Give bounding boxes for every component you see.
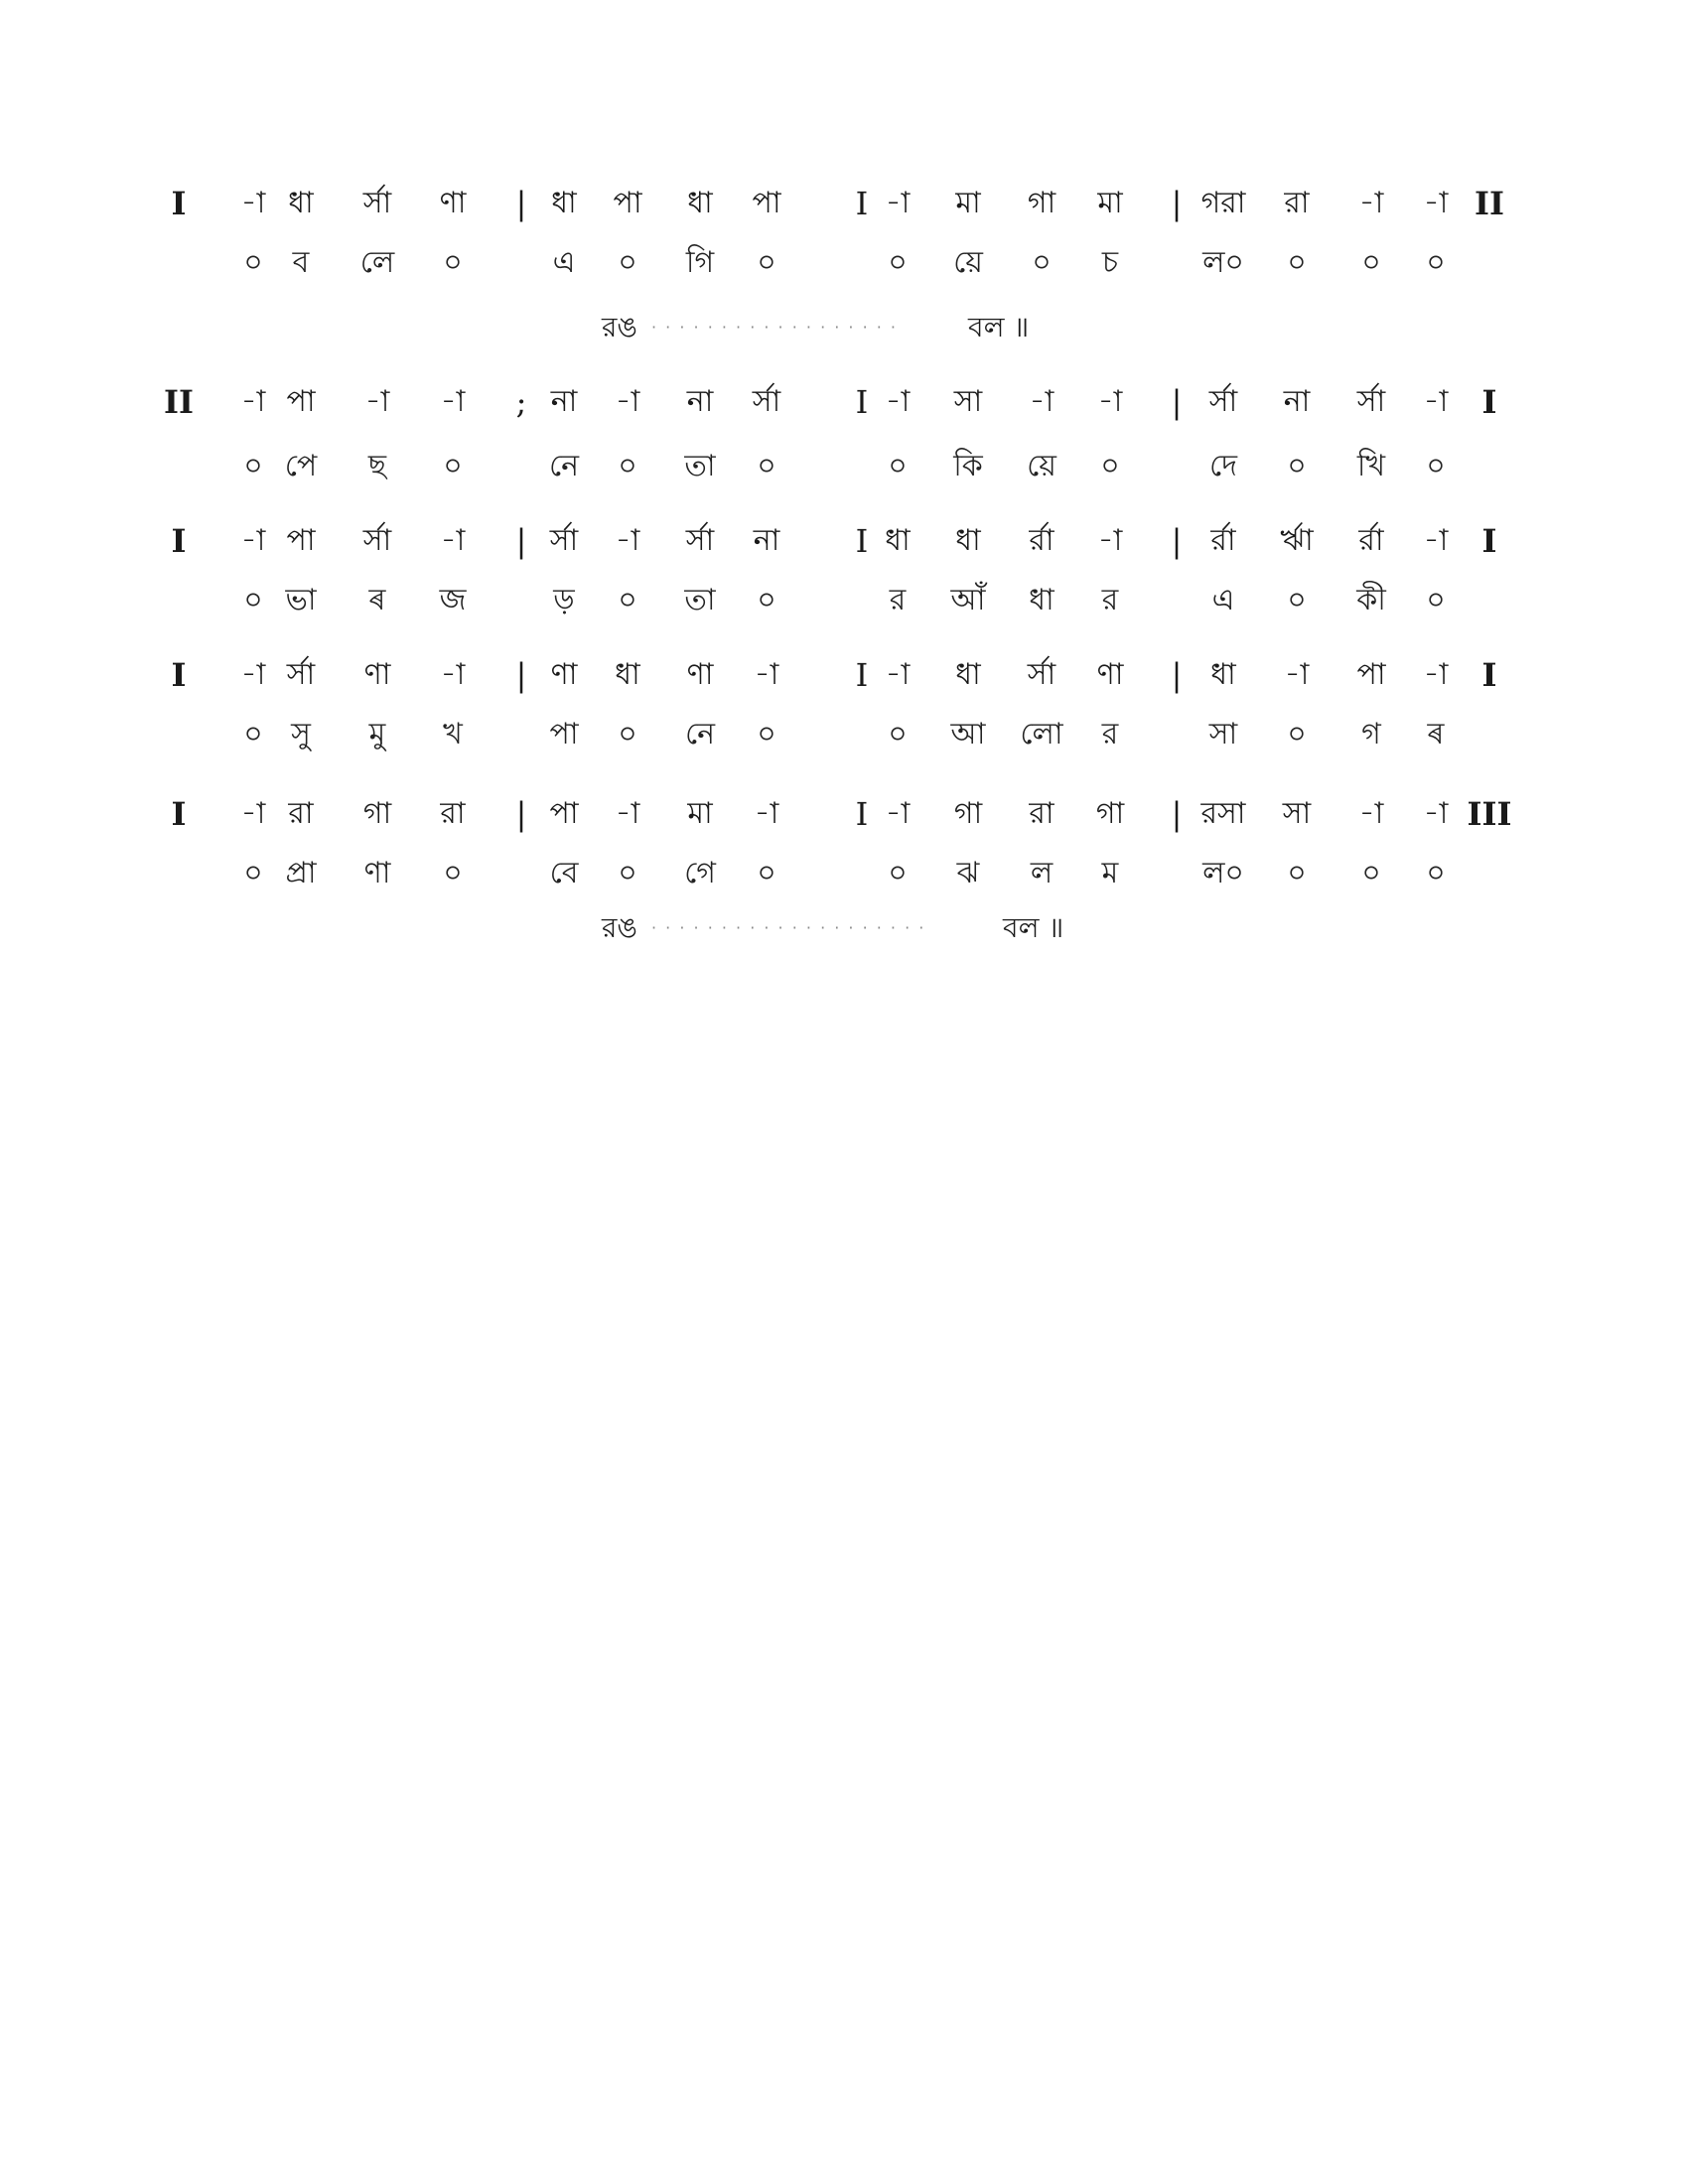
lyric-syllable: ০ xyxy=(243,449,263,483)
lyric-syllable: প্রা xyxy=(285,856,317,890)
lyric-row xyxy=(0,576,1688,625)
lyric-syllable: লে xyxy=(359,245,395,280)
swara-note: ধা xyxy=(955,523,981,558)
swara-note: না xyxy=(550,384,578,419)
lyric-syllable: কী xyxy=(1356,583,1386,617)
lyric-syllable: এ xyxy=(552,245,576,280)
lyric-syllable: ০ xyxy=(243,245,263,280)
lyric-syllable: ণা xyxy=(363,856,391,890)
swara-note: পা xyxy=(549,796,579,831)
swara-note: রা xyxy=(440,796,466,831)
swara-note: র্সা xyxy=(1027,657,1056,692)
lyric-syllable: পে xyxy=(284,449,318,483)
swara-note: র্রা xyxy=(1358,523,1384,558)
lyric-syllable: র xyxy=(1101,717,1119,751)
swara-note: -া xyxy=(440,523,466,558)
lyric-syllable: ০ xyxy=(888,856,908,890)
lyric-row xyxy=(0,442,1688,491)
lyric-syllable: ধা xyxy=(1029,583,1055,617)
refrain-dots: · · · · · · · · · · · · · · · · · · · · xyxy=(651,918,926,937)
swara-note: ধা xyxy=(551,186,577,220)
swara-note: -া xyxy=(615,523,640,558)
lyric-row xyxy=(0,849,1688,898)
swara-note: গা xyxy=(1027,186,1056,220)
swara-note: রসা xyxy=(1200,796,1246,831)
lyric-syllable: ০ xyxy=(618,449,637,483)
lyric-syllable: ০ xyxy=(1100,449,1120,483)
refrain-start: রঙ xyxy=(602,911,637,944)
swara-note: র্সা xyxy=(1208,384,1238,419)
lyric-syllable: গি xyxy=(685,245,715,280)
lyric-syllable: নে xyxy=(684,717,716,751)
lyric-syllable: ভা xyxy=(285,583,317,617)
swara-note: গা xyxy=(1095,796,1125,831)
lyric-syllable: ০ xyxy=(443,245,463,280)
swara-note: না xyxy=(686,384,714,419)
lyric-syllable: ০ xyxy=(1426,583,1446,617)
swara-note: -া xyxy=(440,657,466,692)
bar-line: I xyxy=(855,522,869,560)
lyric-syllable: ০ xyxy=(1426,449,1446,483)
swara-note: -া xyxy=(1423,523,1449,558)
swara-note: মা xyxy=(687,796,713,831)
bar-line-start: I xyxy=(171,522,187,560)
bar-line-end: II xyxy=(1475,185,1504,222)
swara-note: ধা xyxy=(615,657,640,692)
swara-note: পা xyxy=(752,186,781,220)
lyric-syllable: সা xyxy=(1208,717,1238,751)
bar-line: | xyxy=(1171,383,1183,421)
swara-note: ণা xyxy=(686,657,714,692)
swara-note: র্সা xyxy=(752,384,781,419)
swara-note: গা xyxy=(953,796,983,831)
swara-note: -া xyxy=(615,384,640,419)
swara-note: র্সা xyxy=(286,657,316,692)
bar-line: | xyxy=(515,795,527,833)
bar-line: | xyxy=(1171,522,1183,560)
bar-line: I xyxy=(855,656,869,694)
lyric-syllable: র xyxy=(1101,583,1119,617)
lyric-syllable: ০ xyxy=(888,245,908,280)
swara-note: -া xyxy=(1423,657,1449,692)
lyric-syllable: ৰ xyxy=(1427,717,1445,751)
swara-note: -া xyxy=(1423,186,1449,220)
lyric-syllable: গ xyxy=(1361,717,1381,751)
refrain-line xyxy=(0,303,1688,352)
swara-note: র্সা xyxy=(362,523,392,558)
lyric-syllable: ০ xyxy=(1361,245,1381,280)
lyric-syllable: পা xyxy=(549,717,579,751)
lyric-syllable: বে xyxy=(549,856,579,890)
lyric-row xyxy=(0,710,1688,759)
lyric-syllable: ০ xyxy=(243,717,263,751)
lyric-syllable: ০ xyxy=(757,245,776,280)
swara-note: গরা xyxy=(1200,186,1246,220)
lyric-syllable: ০ xyxy=(1426,856,1446,890)
lyric-syllable: গে xyxy=(684,856,716,890)
lyric-syllable: খ xyxy=(443,717,463,751)
swara-note: -া xyxy=(364,384,390,419)
lyric-syllable: ০ xyxy=(757,717,776,751)
swara-note: -া xyxy=(240,657,266,692)
lyric-syllable: তা xyxy=(684,583,716,617)
swara-row xyxy=(0,516,1688,566)
lyric-syllable: র xyxy=(889,583,907,617)
lyric-syllable: জ xyxy=(439,583,467,617)
swara-note: পা xyxy=(286,384,316,419)
lyric-syllable: ০ xyxy=(757,583,776,617)
lyric-syllable: নে xyxy=(548,449,580,483)
lyric-syllable: সু xyxy=(291,717,311,751)
swara-note: -া xyxy=(240,384,266,419)
swara-note: ণা xyxy=(1096,657,1124,692)
swara-note: গা xyxy=(362,796,392,831)
lyric-syllable: ঝ xyxy=(956,856,980,890)
bar-line-end: I xyxy=(1481,383,1497,421)
swara-note: পা xyxy=(1356,657,1386,692)
swara-note: র্সা xyxy=(685,523,715,558)
swara-note: ধা xyxy=(955,657,981,692)
swara-note: -া xyxy=(1358,186,1384,220)
bar-line: | xyxy=(515,656,527,694)
swara-note: -া xyxy=(240,186,266,220)
lyric-syllable: ম xyxy=(1101,856,1119,890)
swara-note: -া xyxy=(1097,384,1123,419)
swara-row xyxy=(0,377,1688,427)
refrain-dots: · · · · · · · · · · · · · · · · · · xyxy=(651,318,899,337)
bar-line-end: III xyxy=(1467,795,1512,833)
swara-note: -া xyxy=(1423,796,1449,831)
bar-line-end: I xyxy=(1481,522,1497,560)
lyric-syllable: আ xyxy=(950,717,986,751)
swara-note: ণা xyxy=(550,657,578,692)
swara-note: পা xyxy=(286,523,316,558)
lyric-syllable: ০ xyxy=(888,449,908,483)
swara-note: ণা xyxy=(439,186,467,220)
swara-note: -া xyxy=(754,657,779,692)
swara-note: -া xyxy=(754,796,779,831)
swara-note: র্সা xyxy=(1356,384,1386,419)
lyric-syllable: ০ xyxy=(243,856,263,890)
swara-note: ধা xyxy=(288,186,314,220)
lyric-syllable: ০ xyxy=(1287,245,1307,280)
swara-note: রা xyxy=(288,796,314,831)
lyric-syllable: ০ xyxy=(1287,856,1307,890)
lyric-syllable: মু xyxy=(368,717,386,751)
swara-note: -া xyxy=(885,796,911,831)
swara-note: -া xyxy=(240,523,266,558)
swara-row xyxy=(0,650,1688,700)
swara-note: র্সা xyxy=(362,186,392,220)
lyric-syllable: দে xyxy=(1209,449,1237,483)
swara-note: -া xyxy=(1423,384,1449,419)
bar-line: | xyxy=(515,522,527,560)
bar-line: | xyxy=(515,185,527,222)
lyric-syllable: ০ xyxy=(443,449,463,483)
swara-note: পা xyxy=(613,186,642,220)
lyric-row xyxy=(0,238,1688,288)
lyric-syllable: ৰ xyxy=(368,583,386,617)
swara-note: না xyxy=(1283,384,1311,419)
lyric-syllable: লো xyxy=(1020,717,1063,751)
swara-note: র্ঋা xyxy=(1280,523,1314,558)
swara-note: -া xyxy=(240,796,266,831)
refrain-start: রঙ xyxy=(602,311,637,343)
lyric-syllable: ড় xyxy=(553,583,575,617)
bar-line: | xyxy=(1171,185,1183,222)
swara-note: সা xyxy=(1282,796,1312,831)
swara-note: ধা xyxy=(885,523,911,558)
bar-line: I xyxy=(855,795,869,833)
swara-note: র্সা xyxy=(549,523,579,558)
lyric-syllable: আঁ xyxy=(950,583,986,617)
lyric-syllable: ০ xyxy=(618,583,637,617)
swara-note: র্রা xyxy=(1210,523,1236,558)
lyric-syllable: তা xyxy=(684,449,716,483)
lyric-syllable: ০ xyxy=(888,717,908,751)
bar-line-start: II xyxy=(164,383,194,421)
swara-note: রা xyxy=(1029,796,1055,831)
lyric-syllable: ০ xyxy=(618,856,637,890)
refrain-end: বল ॥ xyxy=(1003,911,1064,944)
swara-note: মা xyxy=(1097,186,1123,220)
bar-line: I xyxy=(855,185,869,222)
lyric-syllable: ০ xyxy=(243,583,263,617)
swara-note: -া xyxy=(1358,796,1384,831)
lyric-syllable: খি xyxy=(1356,449,1386,483)
lyric-syllable: ০ xyxy=(1032,245,1052,280)
swara-note: ধা xyxy=(687,186,713,220)
bar-line-start: I xyxy=(171,185,187,222)
swara-note: -া xyxy=(885,384,911,419)
lyric-syllable: ছ xyxy=(367,449,387,483)
lyric-syllable: য়ে xyxy=(1027,449,1056,483)
lyric-syllable: ০ xyxy=(757,449,776,483)
swara-row xyxy=(0,789,1688,839)
lyric-syllable: ০ xyxy=(618,717,637,751)
swara-note: -া xyxy=(1284,657,1310,692)
swara-note: রা xyxy=(1284,186,1310,220)
lyric-syllable: এ xyxy=(1211,583,1235,617)
lyric-syllable: ০ xyxy=(1287,583,1307,617)
bar-line-start: I xyxy=(171,795,187,833)
lyric-syllable: ল০ xyxy=(1202,245,1244,280)
swara-note: মা xyxy=(955,186,981,220)
bar-line-end: I xyxy=(1481,656,1497,694)
bar-line: | xyxy=(1171,795,1183,833)
bar-line-start: I xyxy=(171,656,187,694)
lyric-syllable: ০ xyxy=(1287,449,1307,483)
swara-note: ণা xyxy=(363,657,391,692)
lyric-syllable: চ xyxy=(1101,245,1119,280)
swara-note: -া xyxy=(615,796,640,831)
swara-note: না xyxy=(753,523,780,558)
swara-note: ধা xyxy=(1210,657,1236,692)
lyric-syllable: কি xyxy=(953,449,983,483)
swara-note: -া xyxy=(885,186,911,220)
lyric-syllable: য়ে xyxy=(953,245,983,280)
swara-note: -া xyxy=(885,657,911,692)
swara-note: সা xyxy=(953,384,983,419)
lyric-syllable: ০ xyxy=(443,856,463,890)
lyric-syllable: ০ xyxy=(1361,856,1381,890)
swara-note: -া xyxy=(1097,523,1123,558)
lyric-syllable: ০ xyxy=(1426,245,1446,280)
refrain-line xyxy=(0,903,1688,953)
lyric-syllable: ০ xyxy=(1287,717,1307,751)
lyric-syllable: ০ xyxy=(757,856,776,890)
lyric-syllable: ০ xyxy=(618,245,637,280)
bar-line: ; xyxy=(515,383,527,421)
swara-note: -া xyxy=(440,384,466,419)
lyric-syllable: ল xyxy=(1030,856,1054,890)
lyric-syllable: ব xyxy=(292,245,310,280)
refrain-end: বল ॥ xyxy=(968,311,1030,343)
lyric-syllable: ল০ xyxy=(1202,856,1244,890)
bar-line: | xyxy=(1171,656,1183,694)
swara-row xyxy=(0,179,1688,228)
swara-note: -া xyxy=(1029,384,1055,419)
swara-note: র্রা xyxy=(1029,523,1055,558)
bar-line: I xyxy=(855,383,869,421)
